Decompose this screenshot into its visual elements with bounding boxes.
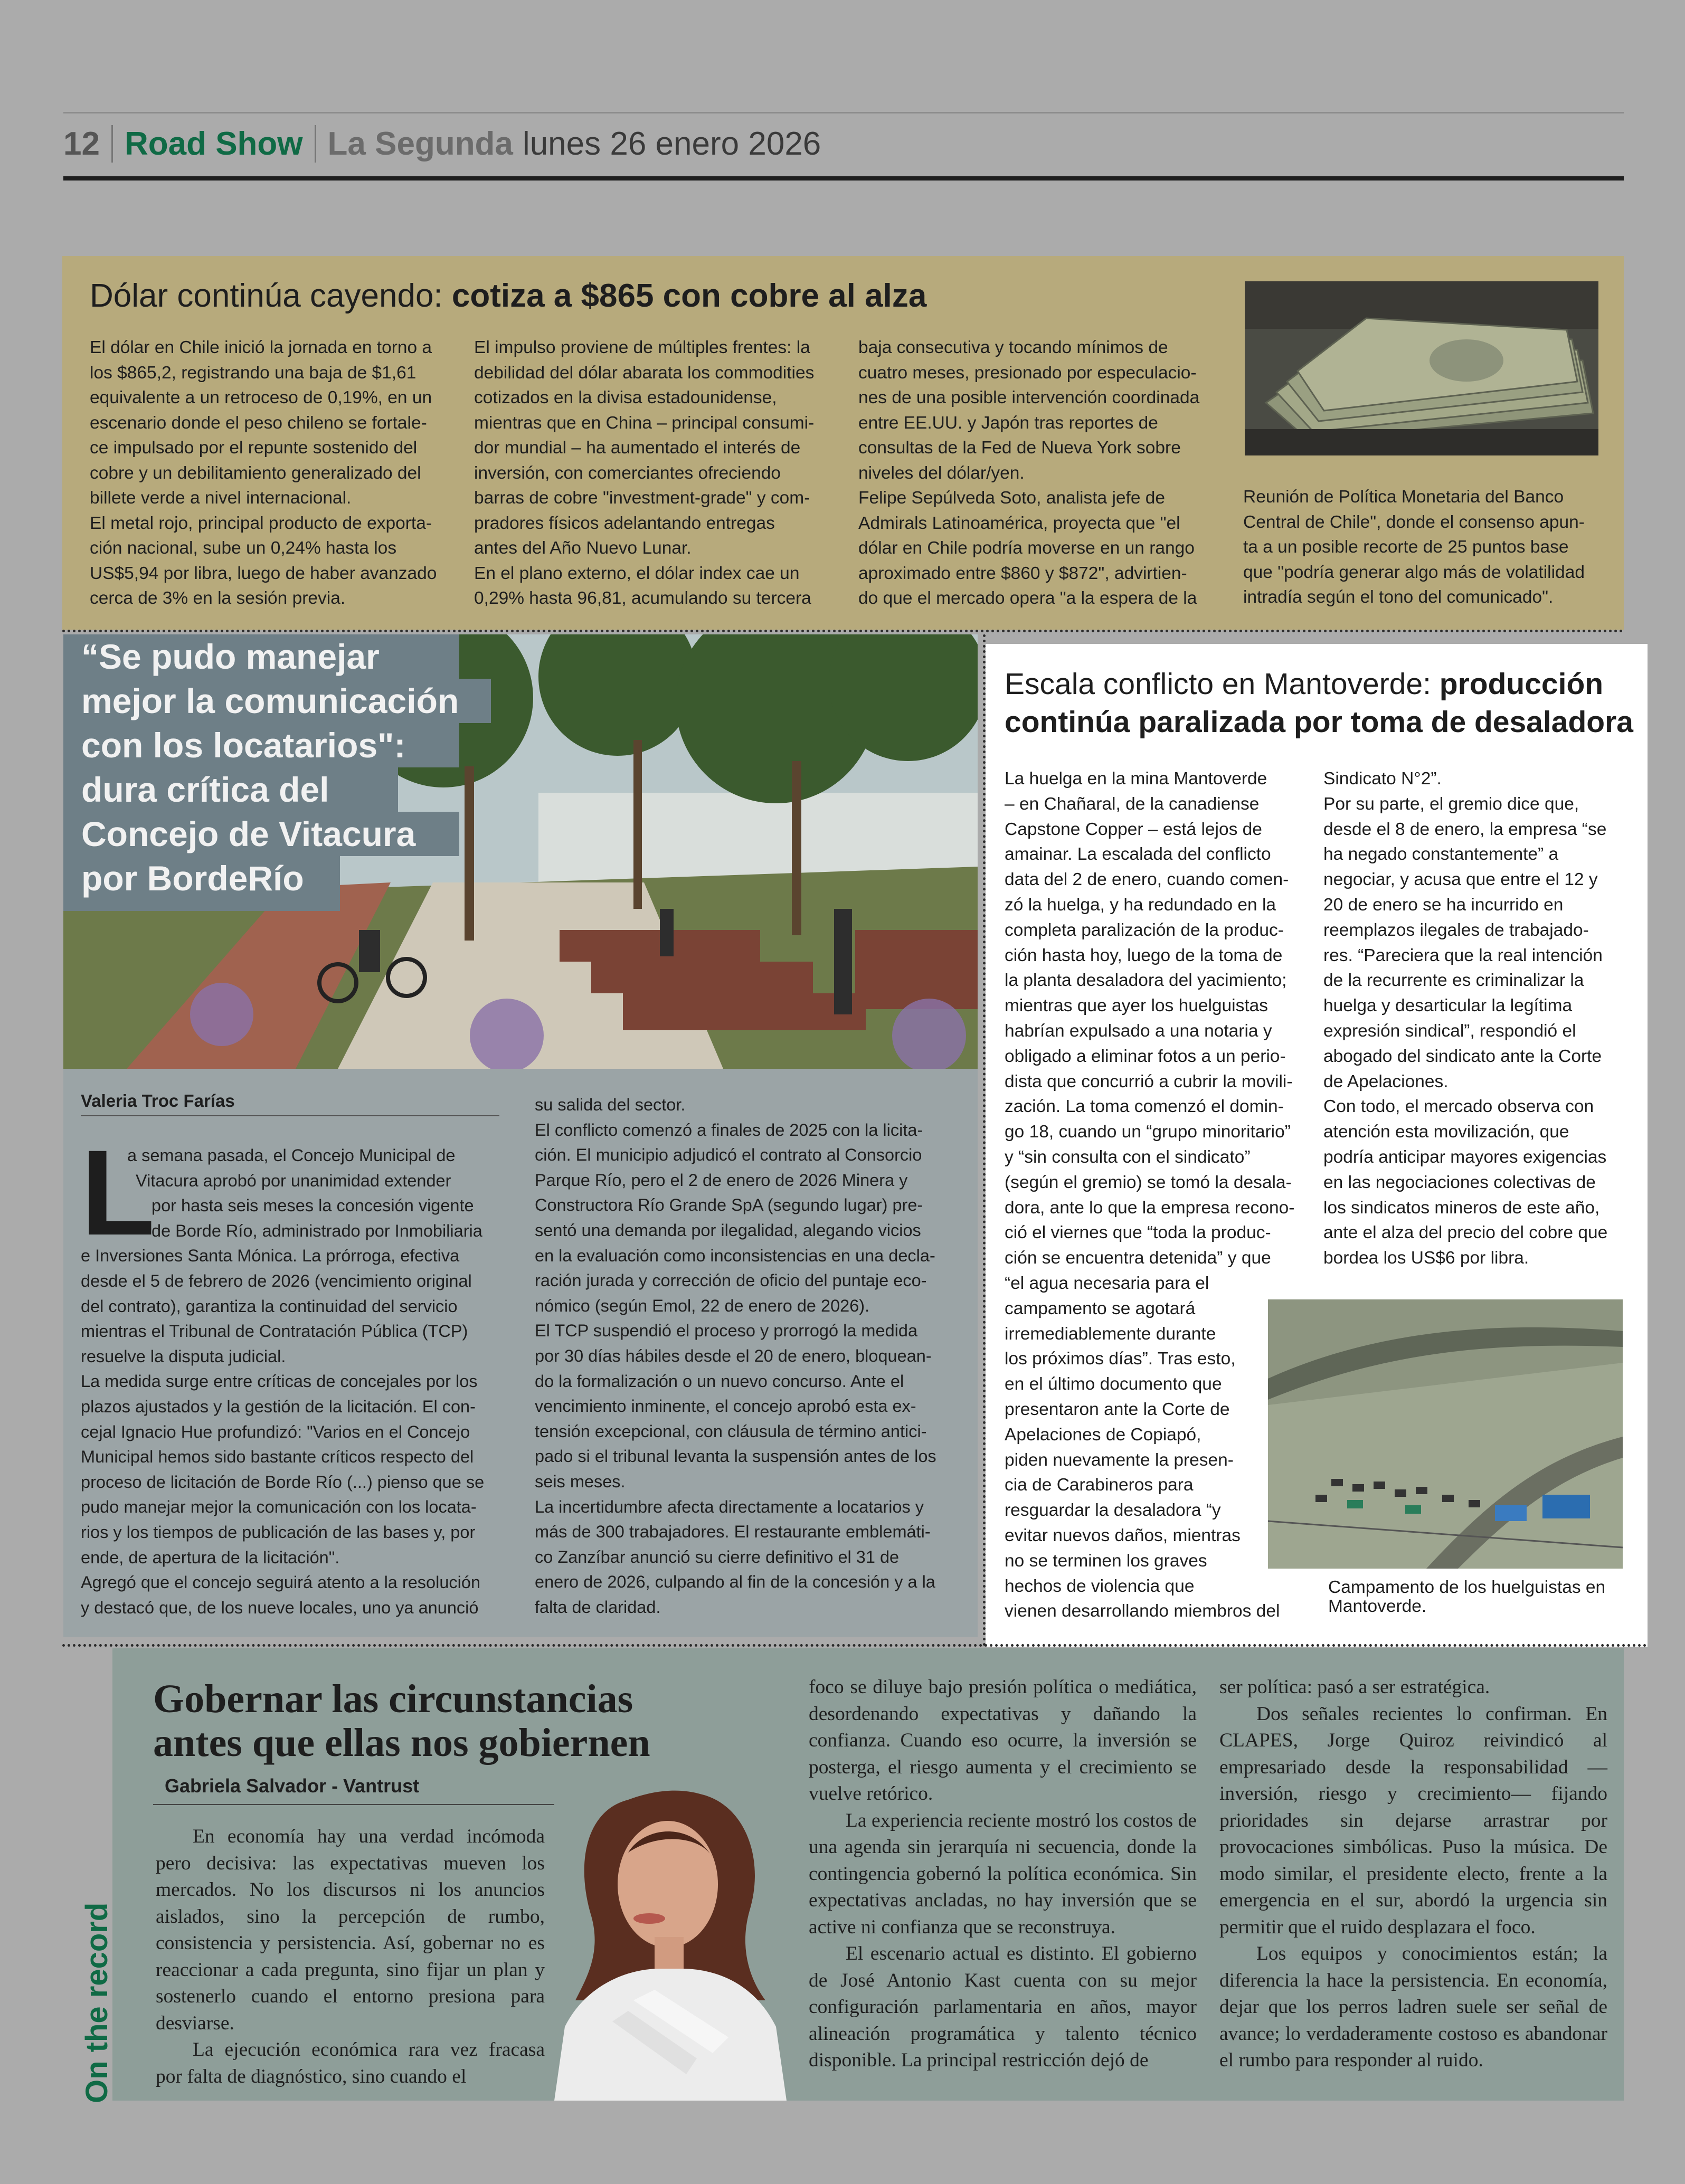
text-line: por hasta seis meses la concesión vigente xyxy=(152,1196,474,1216)
text-line: ha negado constantemente” a xyxy=(1323,844,1559,865)
text-line: pudo manejar mejor la comunicación con los locata- xyxy=(81,1497,477,1517)
article-byline: Valeria Troc Farías xyxy=(81,1091,499,1116)
text-line: “el agua necesaria para el xyxy=(1005,1273,1209,1293)
text-line: do la formalización o un nuevo concurso. Ante el xyxy=(535,1371,904,1391)
text-line: en las negociaciones colectivas de xyxy=(1323,1172,1596,1192)
text-line: barras de cobre "investment-grade" y com- xyxy=(474,488,810,508)
paragraph: En economía hay una verdad incómoda pero decisiva: las expectativas mueven los mercados. No los discursos ni los anuncios aislados, sino la percepción de rumbo, consistencia y persistencia. Así, gobernar no es reaccionar a cada pregunta, sino fijar un plan y sostenerlo cuando el entorno presiona para desviarse. xyxy=(156,1826,545,2034)
headline-line: por BordeRío xyxy=(63,856,340,911)
text-line: (según el gremio) se tomó la desala- xyxy=(1005,1172,1292,1192)
text-line: los $865,2, registrando una baja de $1,61 xyxy=(90,363,416,383)
text-line: El conflicto comenzó a finales de 2025 con la licita- xyxy=(535,1120,923,1140)
text-line: completa paralización de la produc- xyxy=(1005,920,1284,940)
text-line: Municipal hemos sido bastante críticos respecto del xyxy=(81,1447,474,1467)
text-line: ción hasta hoy, luego de la toma de xyxy=(1005,945,1283,965)
headline-line: mejor la comunicación xyxy=(63,679,491,723)
dolar-column-4 xyxy=(1243,485,1607,610)
text-line: Apelaciones de Copiapó, xyxy=(1005,1425,1201,1445)
text-line: en el último documento que xyxy=(1005,1374,1222,1394)
text-line: Por su parte, el gremio dice que, xyxy=(1323,794,1579,814)
headline-line: dura crítica del xyxy=(63,767,398,812)
text-line: escenario donde el peso chileno se fortale- xyxy=(90,413,427,433)
mantoverde-headline xyxy=(1005,665,1638,741)
text-line: baja consecutiva y tocando mínimos de xyxy=(858,338,1168,357)
text-line: falta de claridad. xyxy=(535,1597,661,1617)
text-line: piden nuevamente la presen- xyxy=(1005,1450,1234,1470)
text-line: equivalente a un retroceso de 0,19%, en un xyxy=(90,388,432,407)
page-header xyxy=(63,117,821,170)
page-number: 12 xyxy=(63,125,100,162)
text-line: desde el 8 de enero, la empresa “se xyxy=(1323,819,1607,839)
vitacura-column-2 xyxy=(535,1093,973,1620)
text-line: zó la huelga, y ha redundado en la xyxy=(1005,895,1276,915)
newspaper-name: La Segunda xyxy=(327,125,513,162)
text-line: ció el viernes que “toda la produc- xyxy=(1005,1223,1271,1243)
text-line: campamento se agotará xyxy=(1005,1298,1196,1318)
text-line: go 18, cuando un “grupo minoritario” xyxy=(1005,1122,1291,1142)
text-line: a semana pasada, el Concejo Municipal de xyxy=(127,1146,456,1165)
text-line: Con todo, el mercado observa con xyxy=(1323,1097,1594,1117)
section-name: Road Show xyxy=(111,125,316,163)
mantoverde-photo-caption xyxy=(1328,1578,1624,1616)
caption-line: Mantoverde. xyxy=(1328,1597,1427,1616)
publication-date: lunes 26 enero 2026 xyxy=(522,125,821,162)
text-line: que "podría generar algo más de volatilidad xyxy=(1243,562,1585,582)
text-line: Central de Chile", donde el consenso apun- xyxy=(1243,512,1585,532)
text-line: ción nacional, sube un 0,24% hasta los xyxy=(90,538,397,558)
text-line: vencimiento inminente, el concejo aprobó esta ex- xyxy=(535,1397,916,1416)
text-line: plazos ajustados y la gestión de la licitación. El con- xyxy=(81,1397,476,1416)
headline-line: con los locatarios": xyxy=(63,723,459,767)
text-line: pradores físicos adelantando entregas xyxy=(474,513,775,533)
headline-line: antes que ellas nos gobiernen xyxy=(153,1721,650,1765)
text-line: evitar nuevos daños, mientras xyxy=(1005,1525,1241,1545)
text-line: Admirals Latinoamérica, proyecta que "el xyxy=(858,513,1180,533)
text-line: de Borde Río, administrado por Inmobiliaria xyxy=(152,1221,482,1240)
text-line: obligado a eliminar fotos a un perio- xyxy=(1005,1046,1286,1066)
text-line: proceso de licitación de Borde Río (...) pienso que se xyxy=(81,1472,485,1492)
section-side-label: On the record xyxy=(80,1902,114,2103)
text-line: expresión sindical”, respondió el xyxy=(1323,1021,1576,1041)
text-line: negociar, y acusa que entre el 12 y xyxy=(1323,870,1598,890)
text-line: consultas de la Fed de Nueva York sobre xyxy=(858,438,1181,458)
text-line: dista que concurrió a cubrir la movili- xyxy=(1005,1071,1293,1091)
paragraph: foco se diluye bajo presión política o mediática, desordenando expectativas y dañando la confianza. Cuando eso ocurre, la inversión se posterga, el riesgo aumenta y el crecimiento se vuelve retórico. xyxy=(809,1676,1197,1805)
text-line: data del 2 de enero, cuando comen- xyxy=(1005,870,1289,890)
text-line: cobre y un debilitamiento generalizado del xyxy=(90,463,421,483)
text-line: La incertidumbre afecta directamente a locatarios y xyxy=(535,1497,924,1516)
dolar-headline-bold: cotiza a $865 con cobre al alza xyxy=(451,278,927,314)
caption-line: Campamento de los huelguistas en xyxy=(1328,1578,1606,1597)
drop-cap: L xyxy=(81,1125,155,1260)
section-divider xyxy=(62,630,1624,632)
text-line: no se terminen los graves xyxy=(1005,1551,1207,1571)
mantoverde-column-2 xyxy=(1323,766,1645,1271)
dolar-column-2 xyxy=(474,335,833,611)
opinion-column-2 xyxy=(809,1674,1197,2074)
text-line: reemplazos ilegales de trabajado- xyxy=(1323,920,1589,940)
text-line: do que el mercado opera "a la espera de la xyxy=(858,588,1197,608)
text-line: su salida del sector. xyxy=(535,1095,686,1114)
text-line: La huelga en la mina Mantoverde xyxy=(1005,769,1267,789)
paragraph: La ejecución económica rara vez fracasa por falta de diagnóstico, sino cuando el xyxy=(156,2039,545,2087)
text-line: cerca de 3% en la sesión previa. xyxy=(90,588,346,608)
text-line: del contrato), garantiza la continuidad del servicio xyxy=(81,1296,458,1316)
text-line: presentaron ante la Corte de xyxy=(1005,1399,1230,1419)
strike-camp-photo xyxy=(1268,1299,1623,1569)
text-line: dor mundial – ha aumentado el interés de xyxy=(474,438,801,458)
text-line: huelga y desarticular la legítima xyxy=(1323,996,1573,1016)
text-line: Vitacura aprobó por unanimidad extender xyxy=(136,1171,451,1190)
text-line: los sindicatos mineros de este año, xyxy=(1323,1198,1600,1218)
text-line: nes de una posible intervención coordinada xyxy=(858,388,1200,407)
text-line: desde el 5 de febrero de 2026 (vencimiento original xyxy=(81,1271,472,1290)
mantoverde-headline-light: Escala conflicto en Mantoverde: xyxy=(1005,667,1440,701)
text-line: seis meses. xyxy=(535,1471,626,1491)
text-line: entre EE.UU. y Japón tras reportes de xyxy=(858,413,1158,433)
paragraph: ser política: pasó a ser estratégica. xyxy=(1219,1676,1490,1698)
text-line: El metal rojo, principal producto de exporta- xyxy=(90,513,432,533)
text-line: por 30 días hábiles desde el 20 de enero, bloquean- xyxy=(535,1346,932,1365)
text-line: Constructora Río Grande SpA (segundo lugar) pre- xyxy=(535,1195,923,1215)
vitacura-article xyxy=(63,1069,978,1637)
text-line: cia de Carabineros para xyxy=(1005,1475,1194,1495)
text-line: dora, ante lo que la empresa recono- xyxy=(1005,1198,1295,1218)
text-line: 20 de enero se ha incurrido en xyxy=(1323,895,1564,915)
text-line: Agregó que el concejo seguirá atento a la resolución xyxy=(81,1573,481,1592)
text-line: atención esta movilización, que xyxy=(1323,1122,1569,1142)
byline-rule xyxy=(153,1804,554,1805)
text-line: habrían expulsado a una notaria y xyxy=(1005,1021,1272,1041)
text-line: de la recurrente es criminalizar la xyxy=(1323,971,1584,991)
text-line: intradía según el tono del comunicado". xyxy=(1243,587,1554,607)
text-line: cotizados en la divisa estadounidense, xyxy=(474,388,777,407)
text-line: podría anticipar mayores exigencias xyxy=(1323,1147,1607,1167)
opinion-column-3 xyxy=(1219,1674,1607,2074)
text-line: inversión, con comerciantes ofreciendo xyxy=(474,463,781,483)
text-line: El dólar en Chile inició la jornada en torno a xyxy=(90,338,432,357)
text-line: rios y los tiempos de publicación de las bases y, por xyxy=(81,1522,476,1542)
text-line: ración jurada y corrección de oficio del puntaje eco- xyxy=(535,1271,927,1290)
text-line: niveles del dólar/yen. xyxy=(858,463,1025,483)
text-line: y “sin consulta con el sindicato” xyxy=(1005,1147,1251,1167)
text-line: de Apelaciones. xyxy=(1323,1071,1449,1091)
header-top-rule xyxy=(63,112,1624,113)
paragraph: La experiencia reciente mostró los costos de una agenda sin jerarquía ni secuencia, donde la contingencia gobernó la política económica. Sin expectativas ancladas, no hay inversión que se active ni confianza que se reconstruya. xyxy=(809,1809,1197,1938)
opinion-byline: Gabriela Salvador - Vantrust xyxy=(165,1775,420,1797)
dolar-column-1 xyxy=(90,335,449,611)
text-line: irremediablemente durante xyxy=(1005,1324,1216,1344)
paragraph: El escenario actual es distinto. El gobierno de José Antonio Kast cuenta con su mejor configuración parlamentaria en años, mayor alineación programática y talento técnico disponible. La principal restricción dejó de xyxy=(809,1943,1197,2071)
text-line: en la evaluación como inconsistencias en una decla- xyxy=(535,1246,935,1265)
opinion-headline xyxy=(153,1677,755,1765)
text-line: zación. La toma comenzó el domin- xyxy=(1005,1097,1284,1117)
text-line: Felipe Sepúlveda Soto, analista jefe de xyxy=(858,488,1166,508)
paragraph: Los equipos y conocimientos están; la diferencia la hace la persistencia. En economía, dejar que los perros ladren suele ser señal de avance; lo verdaderamente costoso es abandonar el rumbo para responder al ruido. xyxy=(1219,1943,1607,2071)
header-bottom-rule xyxy=(63,176,1624,181)
dolar-headline xyxy=(90,277,926,315)
text-line: e Inversiones Santa Mónica. La prórroga, efectiva xyxy=(81,1246,460,1266)
text-line: co Zanzíbar anunció su cierre definitivo el 31 de xyxy=(535,1547,900,1566)
text-line: ción se encuentra detenida” y que xyxy=(1005,1248,1271,1268)
dolar-headline-light: Dólar continúa cayendo: xyxy=(90,278,452,314)
text-line: ta a un posible recorte de 25 puntos base xyxy=(1243,537,1569,557)
text-line: ción. El municipio adjudicó el contrato al Consorcio xyxy=(535,1145,922,1165)
text-line: antes del Año Nuevo Lunar. xyxy=(474,538,692,558)
opinion-column-1 xyxy=(156,1824,545,2090)
text-line: El impulso proviene de múltiples frentes: la xyxy=(474,338,810,357)
text-line: En el plano externo, el dólar index cae un xyxy=(474,563,800,583)
text-line: billete verde a nivel internacional. xyxy=(90,488,352,508)
text-line: – en Chañaral, de la canadiense xyxy=(1005,794,1260,814)
mantoverde-headline-bold: producción continúa paralizada por toma de desaladora xyxy=(1005,667,1633,739)
text-line: abogado del sindicato ante la Corte xyxy=(1323,1046,1602,1066)
text-line: mientras el Tribunal de Contratación Pública (TCP) xyxy=(81,1322,468,1341)
dolar-column-3 xyxy=(858,335,1217,611)
text-line: amainar. La escalada del conflicto xyxy=(1005,844,1271,865)
text-line: ce impulsado por el repunte sostenido del xyxy=(90,438,418,458)
text-line: vienen desarrollando miembros del xyxy=(1005,1601,1280,1621)
text-line: aproximado entre $860 y $872", advirtien- xyxy=(858,563,1187,583)
text-line: Reunión de Política Monetaria del Banco xyxy=(1243,487,1564,507)
banknotes-photo xyxy=(1245,281,1598,455)
text-line: dólar en Chile podría moverse en un rango xyxy=(858,538,1195,558)
headline-line: Gobernar las circunstancias xyxy=(153,1677,633,1721)
text-line: El TCP suspendió el proceso y prorrogó la medida xyxy=(535,1321,918,1341)
text-line: nómico (según Emol, 22 de enero de 2026). xyxy=(535,1296,870,1315)
text-line: US$5,94 por libra, luego de haber avanzado xyxy=(90,563,437,583)
text-line: sentó una demanda por ilegalidad, alegando vicios xyxy=(535,1220,921,1240)
vitacura-column-1 xyxy=(81,1125,503,1620)
text-line: enero de 2026, culpando al fin de la concesión y a la xyxy=(535,1572,935,1592)
text-line: mientras que en China – principal consumi- xyxy=(474,413,815,433)
text-line: hechos de violencia que xyxy=(1005,1576,1195,1596)
text-line: ante el alza del precio del cobre que xyxy=(1323,1223,1608,1243)
author-portrait xyxy=(554,1779,787,2101)
section-divider xyxy=(62,1644,1648,1647)
text-line: y destacó que, de los nueve locales, uno ya anunció xyxy=(81,1598,479,1617)
text-line: res. “Pareciera que la real intención xyxy=(1323,945,1603,965)
text-line: resuelve la disputa judicial. xyxy=(81,1346,286,1366)
paragraph: Dos señales recientes lo confirman. En CLAPES, Jorge Quiroz reivindicó al empresariado desde la responsabilidad —inversión, riesgo y crecimiento— fijando prioridades sin dejarse arrastrar por provocaciones simbólicas. Puso la música. De modo similar, el presidente electo, frente a la emergencia en el sur, abordó la urgencia sin permitir que el ruido desplazara el foco. xyxy=(1219,1703,1607,1938)
text-line: 0,29% hasta 96,81, acumulando su tercera xyxy=(474,588,811,608)
text-line: los próximos días”. Tras esto, xyxy=(1005,1349,1236,1369)
text-line: ende, de apertura de la licitación". xyxy=(81,1547,340,1567)
headline-line: Concejo de Vitacura xyxy=(63,812,459,856)
text-line: más de 300 trabajadores. El restaurante emblemáti- xyxy=(535,1522,931,1542)
headline-line: “Se pudo manejar xyxy=(63,634,459,679)
text-line: cuatro meses, presionado por especulacio- xyxy=(858,363,1197,383)
text-line: La medida surge entre críticas de concejales por los xyxy=(81,1372,478,1391)
text-line: Parque Río, pero el 2 de enero de 2026 Minera y xyxy=(535,1170,908,1190)
text-line: cejal Ignacio Hue profundizó: "Varios en el Concejo xyxy=(81,1422,470,1441)
vitacura-headline xyxy=(63,634,486,930)
text-line: tensión excepcional, con cláusula de término antici- xyxy=(535,1421,927,1441)
text-line: bordea los US$6 por libra. xyxy=(1323,1248,1529,1268)
text-line: Sindicato N°2”. xyxy=(1323,769,1442,789)
text-line: Capstone Copper – está lejos de xyxy=(1005,819,1262,839)
text-line: pado si el tribunal levanta la suspensión antes de los xyxy=(535,1447,936,1466)
text-line: resguardar la desaladora “y xyxy=(1005,1501,1221,1521)
text-line: la planta desaladora del yacimiento; xyxy=(1005,971,1287,991)
text-line: debilidad del dólar abarata los commodities xyxy=(474,363,815,383)
text-line: mientras que ayer los huelguistas xyxy=(1005,996,1269,1016)
